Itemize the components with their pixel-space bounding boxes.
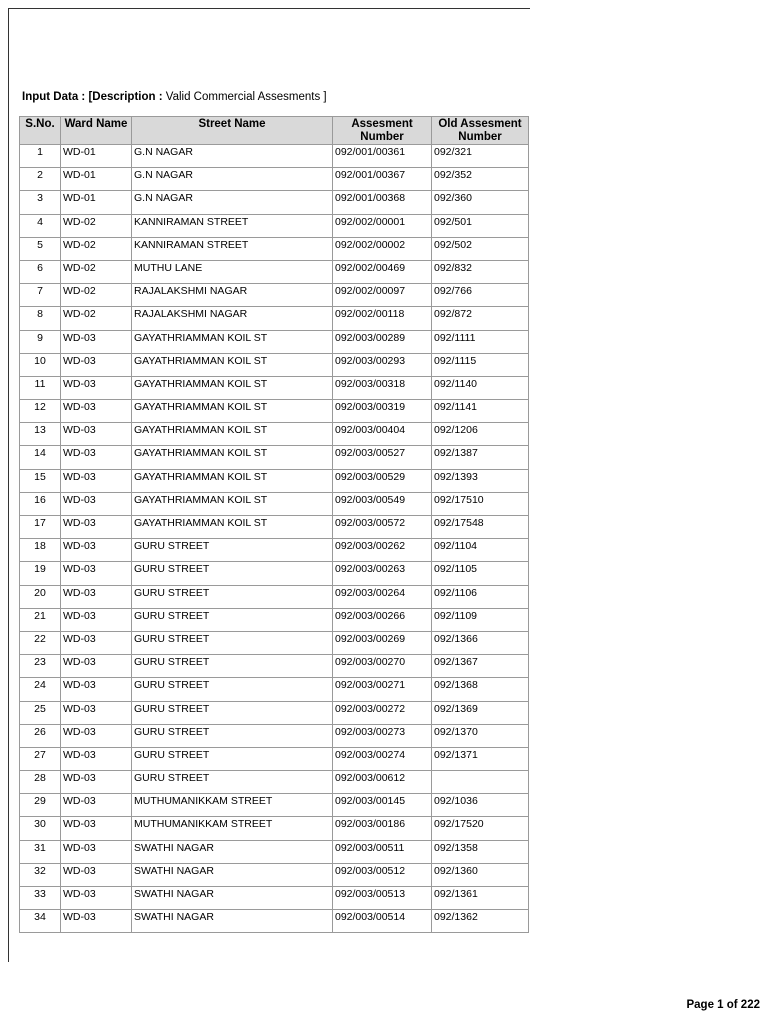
cell-sno: 21 (20, 608, 61, 631)
cell-street-name: G.N NAGAR (132, 145, 333, 168)
cell-ward-name: WD-03 (61, 863, 132, 886)
cell-ward-name: WD-03 (61, 585, 132, 608)
cell-ward-name: WD-03 (61, 446, 132, 469)
cell-sno: 6 (20, 260, 61, 283)
cell-assesment-number: 092/003/00513 (333, 887, 432, 910)
cell-street-name: SWATHI NAGAR (132, 840, 333, 863)
cell-sno: 22 (20, 631, 61, 654)
cell-old-assesment-number: 092/1366 (432, 631, 529, 654)
cell-ward-name: WD-03 (61, 724, 132, 747)
table-row (20, 260, 529, 283)
table-row (20, 376, 529, 399)
cell-street-name: GAYATHRIAMMAN KOIL ST (132, 423, 333, 446)
cell-street-name: GAYATHRIAMMAN KOIL ST (132, 469, 333, 492)
page-number: Page 1 of 222 (686, 999, 760, 1011)
table-row (20, 284, 529, 307)
table-row (20, 724, 529, 747)
table-row (20, 585, 529, 608)
cell-ward-name: WD-03 (61, 910, 132, 933)
header-sno: S.No. (20, 117, 61, 145)
caption-label: Input Data : [Description : (22, 91, 163, 103)
cell-assesment-number: 092/003/00271 (333, 678, 432, 701)
cell-street-name: G.N NAGAR (132, 168, 333, 191)
table-row (20, 817, 529, 840)
cell-ward-name: WD-03 (61, 539, 132, 562)
cell-ward-name: WD-03 (61, 817, 132, 840)
cell-old-assesment-number: 092/502 (432, 237, 529, 260)
header-old-assesment-number: Old Assesment Number (432, 117, 529, 145)
table-row (20, 492, 529, 515)
cell-old-assesment-number: 092/1141 (432, 400, 529, 423)
cell-old-assesment-number: 092/1370 (432, 724, 529, 747)
cell-street-name: SWATHI NAGAR (132, 887, 333, 910)
cell-assesment-number: 092/002/00097 (333, 284, 432, 307)
table-row (20, 446, 529, 469)
cell-assesment-number: 092/003/00186 (333, 817, 432, 840)
cell-old-assesment-number: 092/352 (432, 168, 529, 191)
cell-assesment-number: 092/003/00318 (333, 376, 432, 399)
cell-assesment-number: 092/003/00289 (333, 330, 432, 353)
cell-old-assesment-number: 092/1367 (432, 655, 529, 678)
cell-ward-name: WD-03 (61, 747, 132, 770)
table-row (20, 423, 529, 446)
cell-ward-name: WD-03 (61, 376, 132, 399)
cell-street-name: GURU STREET (132, 608, 333, 631)
table-row (20, 307, 529, 330)
cell-assesment-number: 092/001/00367 (333, 168, 432, 191)
cell-assesment-number: 092/003/00273 (333, 724, 432, 747)
cell-street-name: GAYATHRIAMMAN KOIL ST (132, 376, 333, 399)
cell-street-name: SWATHI NAGAR (132, 910, 333, 933)
cell-sno: 13 (20, 423, 61, 446)
cell-ward-name: WD-03 (61, 400, 132, 423)
table-row (20, 562, 529, 585)
table-row (20, 168, 529, 191)
cell-old-assesment-number: 092/17510 (432, 492, 529, 515)
caption-description: Valid Commercial Assesments ] (165, 91, 327, 103)
cell-street-name: GURU STREET (132, 724, 333, 747)
cell-ward-name: WD-03 (61, 631, 132, 654)
cell-ward-name: WD-03 (61, 840, 132, 863)
cell-sno: 34 (20, 910, 61, 933)
cell-sno: 32 (20, 863, 61, 886)
cell-old-assesment-number: 092/1140 (432, 376, 529, 399)
table-row (20, 887, 529, 910)
cell-street-name: GURU STREET (132, 747, 333, 770)
cell-street-name: RAJALAKSHMI NAGAR (132, 284, 333, 307)
cell-street-name: KANNIRAMAN STREET (132, 214, 333, 237)
cell-old-assesment-number: 092/1368 (432, 678, 529, 701)
table-row (20, 353, 529, 376)
cell-old-assesment-number: 092/1206 (432, 423, 529, 446)
cell-old-assesment-number (432, 771, 529, 794)
cell-sno: 1 (20, 145, 61, 168)
cell-assesment-number: 092/003/00293 (333, 353, 432, 376)
cell-old-assesment-number: 092/501 (432, 214, 529, 237)
cell-ward-name: WD-03 (61, 794, 132, 817)
cell-sno: 12 (20, 400, 61, 423)
cell-old-assesment-number: 092/360 (432, 191, 529, 214)
cell-sno: 31 (20, 840, 61, 863)
cell-sno: 3 (20, 191, 61, 214)
cell-old-assesment-number: 092/1036 (432, 794, 529, 817)
cell-old-assesment-number: 092/1393 (432, 469, 529, 492)
cell-street-name: MUTHUMANIKKAM STREET (132, 794, 333, 817)
cell-street-name: SWATHI NAGAR (132, 863, 333, 886)
cell-street-name: GURU STREET (132, 771, 333, 794)
table-row (20, 608, 529, 631)
cell-old-assesment-number: 092/1111 (432, 330, 529, 353)
table-row (20, 145, 529, 168)
cell-street-name: G.N NAGAR (132, 191, 333, 214)
cell-sno: 17 (20, 516, 61, 539)
cell-sno: 4 (20, 214, 61, 237)
cell-assesment-number: 092/003/00264 (333, 585, 432, 608)
cell-ward-name: WD-01 (61, 191, 132, 214)
cell-sno: 30 (20, 817, 61, 840)
cell-ward-name: WD-02 (61, 307, 132, 330)
cell-sno: 25 (20, 701, 61, 724)
table-row (20, 631, 529, 654)
header-assesment-number: Assesment Number (333, 117, 432, 145)
cell-ward-name: WD-02 (61, 260, 132, 283)
cell-street-name: GAYATHRIAMMAN KOIL ST (132, 400, 333, 423)
cell-assesment-number: 092/003/00572 (333, 516, 432, 539)
cell-assesment-number: 092/003/00549 (333, 492, 432, 515)
cell-ward-name: WD-02 (61, 284, 132, 307)
table-row (20, 330, 529, 353)
cell-ward-name: WD-03 (61, 608, 132, 631)
cell-sno: 16 (20, 492, 61, 515)
cell-old-assesment-number: 092/321 (432, 145, 529, 168)
cell-sno: 33 (20, 887, 61, 910)
cell-old-assesment-number: 092/1361 (432, 887, 529, 910)
cell-assesment-number: 092/003/00272 (333, 701, 432, 724)
cell-street-name: GAYATHRIAMMAN KOIL ST (132, 492, 333, 515)
cell-assesment-number: 092/003/00274 (333, 747, 432, 770)
cell-sno: 27 (20, 747, 61, 770)
cell-ward-name: WD-03 (61, 492, 132, 515)
cell-street-name: GURU STREET (132, 562, 333, 585)
cell-assesment-number: 092/003/00514 (333, 910, 432, 933)
cell-old-assesment-number: 092/1115 (432, 353, 529, 376)
cell-assesment-number: 092/001/00361 (333, 145, 432, 168)
table-row (20, 840, 529, 863)
table-row (20, 863, 529, 886)
table-row (20, 469, 529, 492)
cell-ward-name: WD-03 (61, 655, 132, 678)
cell-ward-name: WD-03 (61, 516, 132, 539)
cell-assesment-number: 092/002/00002 (333, 237, 432, 260)
cell-ward-name: WD-01 (61, 168, 132, 191)
cell-assesment-number: 092/003/00612 (333, 771, 432, 794)
cell-street-name: RAJALAKSHMI NAGAR (132, 307, 333, 330)
cell-sno: 20 (20, 585, 61, 608)
cell-old-assesment-number: 092/17548 (432, 516, 529, 539)
cell-old-assesment-number: 092/872 (432, 307, 529, 330)
cell-street-name: GAYATHRIAMMAN KOIL ST (132, 330, 333, 353)
cell-ward-name: WD-03 (61, 562, 132, 585)
cell-street-name: GURU STREET (132, 539, 333, 562)
cell-assesment-number: 092/003/00512 (333, 863, 432, 886)
cell-assesment-number: 092/003/00527 (333, 446, 432, 469)
cell-assesment-number: 092/001/00368 (333, 191, 432, 214)
cell-ward-name: WD-03 (61, 423, 132, 446)
cell-assesment-number: 092/003/00263 (333, 562, 432, 585)
cell-assesment-number: 092/002/00001 (333, 214, 432, 237)
table-row (20, 214, 529, 237)
cell-sno: 2 (20, 168, 61, 191)
cell-sno: 15 (20, 469, 61, 492)
cell-sno: 10 (20, 353, 61, 376)
cell-street-name: GAYATHRIAMMAN KOIL ST (132, 353, 333, 376)
cell-street-name: GURU STREET (132, 678, 333, 701)
table-row (20, 678, 529, 701)
cell-street-name: GURU STREET (132, 585, 333, 608)
cell-sno: 23 (20, 655, 61, 678)
cell-sno: 14 (20, 446, 61, 469)
cell-assesment-number: 092/003/00404 (333, 423, 432, 446)
cell-assesment-number: 092/003/00270 (333, 655, 432, 678)
cell-old-assesment-number: 092/1105 (432, 562, 529, 585)
cell-ward-name: WD-01 (61, 145, 132, 168)
cell-ward-name: WD-03 (61, 678, 132, 701)
cell-street-name: GAYATHRIAMMAN KOIL ST (132, 516, 333, 539)
cell-ward-name: WD-03 (61, 469, 132, 492)
cell-street-name: GURU STREET (132, 631, 333, 654)
table-row (20, 771, 529, 794)
cell-sno: 5 (20, 237, 61, 260)
input-data-caption (22, 91, 327, 103)
table-row (20, 701, 529, 724)
cell-assesment-number: 092/002/00118 (333, 307, 432, 330)
cell-old-assesment-number: 092/1104 (432, 539, 529, 562)
cell-old-assesment-number: 092/1369 (432, 701, 529, 724)
cell-sno: 28 (20, 771, 61, 794)
table-header-row (20, 117, 529, 145)
cell-assesment-number: 092/003/00511 (333, 840, 432, 863)
cell-street-name: MUTHUMANIKKAM STREET (132, 817, 333, 840)
cell-sno: 11 (20, 376, 61, 399)
cell-sno: 7 (20, 284, 61, 307)
cell-old-assesment-number: 092/832 (432, 260, 529, 283)
cell-assesment-number: 092/003/00262 (333, 539, 432, 562)
cell-sno: 24 (20, 678, 61, 701)
cell-street-name: MUTHU LANE (132, 260, 333, 283)
cell-sno: 29 (20, 794, 61, 817)
cell-old-assesment-number: 092/17520 (432, 817, 529, 840)
cell-old-assesment-number: 092/1358 (432, 840, 529, 863)
cell-street-name: KANNIRAMAN STREET (132, 237, 333, 260)
cell-old-assesment-number: 092/766 (432, 284, 529, 307)
cell-old-assesment-number: 092/1360 (432, 863, 529, 886)
cell-street-name: GAYATHRIAMMAN KOIL ST (132, 446, 333, 469)
header-ward-name: Ward Name (61, 117, 132, 145)
table-body (20, 145, 529, 933)
cell-ward-name: WD-02 (61, 237, 132, 260)
cell-ward-name: WD-03 (61, 353, 132, 376)
table-row (20, 655, 529, 678)
cell-sno: 9 (20, 330, 61, 353)
cell-sno: 8 (20, 307, 61, 330)
cell-street-name: GURU STREET (132, 701, 333, 724)
cell-sno: 18 (20, 539, 61, 562)
header-street-name: Street Name (132, 117, 333, 145)
cell-assesment-number: 092/002/00469 (333, 260, 432, 283)
cell-ward-name: WD-03 (61, 887, 132, 910)
cell-old-assesment-number: 092/1106 (432, 585, 529, 608)
table-row (20, 747, 529, 770)
cell-old-assesment-number: 092/1371 (432, 747, 529, 770)
table-row (20, 237, 529, 260)
cell-assesment-number: 092/003/00145 (333, 794, 432, 817)
cell-sno: 26 (20, 724, 61, 747)
table-row (20, 910, 529, 933)
table-row (20, 794, 529, 817)
table-row (20, 191, 529, 214)
cell-old-assesment-number: 092/1387 (432, 446, 529, 469)
table-row (20, 400, 529, 423)
cell-assesment-number: 092/003/00319 (333, 400, 432, 423)
cell-street-name: GURU STREET (132, 655, 333, 678)
cell-ward-name: WD-03 (61, 701, 132, 724)
cell-assesment-number: 092/003/00266 (333, 608, 432, 631)
table-row (20, 539, 529, 562)
assessment-table (19, 116, 529, 933)
table-row (20, 516, 529, 539)
cell-assesment-number: 092/003/00529 (333, 469, 432, 492)
cell-ward-name: WD-03 (61, 771, 132, 794)
cell-ward-name: WD-03 (61, 330, 132, 353)
cell-old-assesment-number: 092/1362 (432, 910, 529, 933)
cell-old-assesment-number: 092/1109 (432, 608, 529, 631)
cell-assesment-number: 092/003/00269 (333, 631, 432, 654)
cell-ward-name: WD-02 (61, 214, 132, 237)
cell-sno: 19 (20, 562, 61, 585)
